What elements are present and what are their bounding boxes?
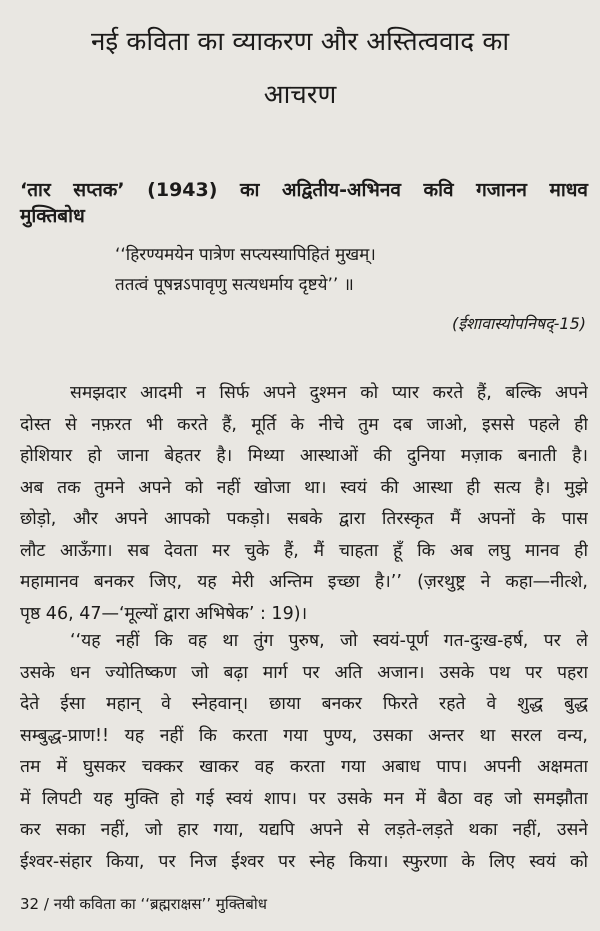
paragraph-line: कर सका नहीं, जो हार गया, यद्यपि अपने से लड़ते-लड़ते थका नहीं, उसने — [20, 820, 588, 840]
paragraph-line: अब तक तुमने अपने को नहीं खोजा था। स्वयं की आस्था ही सत्य है। मुझे — [20, 477, 588, 498]
paragraph-line: उसके धन ज्योतिष्कण जो बढ़ा मार्ग पर अति अजान। उसके पथ पर पहरा — [20, 662, 588, 683]
running-title: नयी कविता का ‘‘ब्रह्मराक्षस’’ मुक्तिबोध — [53, 895, 267, 913]
paragraph-line: पृष्ठ 46, 47—‘मूल्यों द्वारा अभिषेक’ : 19)। — [20, 603, 308, 624]
section-subtitle — [20, 177, 588, 229]
sanskrit-verse — [115, 240, 376, 300]
paragraph-line: महामानव बनकर जिए, यह मेरी अन्तिम इच्छा है।’’ (ज़रथुष्ट्र ने कहा—नीत्शे, — [20, 572, 588, 592]
paragraph-2 — [20, 626, 588, 878]
verse-line-2: ततत्वं पूषन्नऽपावृणु सत्यधर्माय दृष्टये’’ ॥ — [115, 275, 354, 295]
paragraph-line: दोस्त से नफ़रत भी करते हैं, मूर्ति के नीचे तुम दब जाओ, इससे पहले ही — [20, 414, 588, 435]
subtitle-line-1: ‘तार सप्तक’ (1943) का अद्वितीय-अभिनव कवि गजानन माधव — [20, 179, 588, 201]
paragraph-line: सम्बुद्ध-प्राण!! यह नहीं कि करता गया पुण्य, उसका अन्तर था सरल वन्य, — [20, 725, 588, 746]
paragraph-line: लौट आऊँगा। सब देवता मर चुके हैं, मैं चाहता हूँ कि अब लघु मानव ही — [20, 540, 588, 561]
paragraph-line: होशियार हो जाना बेहतर है। मिथ्या आस्थाओं की दुनिया मज़ाक बनाती है। — [20, 446, 588, 466]
subtitle-line-2: मुक्तिबोध — [20, 205, 85, 227]
verse-citation: (ईशावास्योपनिषद्-15) — [451, 314, 586, 333]
paragraph-line: में लिपटी यह मुक्ति हो गई स्वयं शाप। पर उसके मन में बैठा वह जो समझौता — [20, 788, 588, 809]
paragraph-1 — [20, 378, 588, 630]
chapter-title-line-2: आचरण — [263, 80, 337, 110]
paragraph-line: ईश्वर-संहार किया, पर निज ईश्वर पर स्नेह किया। स्फुरणा के लिए स्वयं को — [20, 851, 588, 872]
page-footer — [20, 894, 267, 914]
paragraph-line: छोड़ो, और अपने आपको पकड़ो। सबके द्वारा तिरस्कृत मैं अपनों के पास — [20, 509, 588, 529]
paragraph-line: तम में घुसकर चक्कर खाकर वह करता गया अबाध पाप। अपनी अक्षमता — [20, 757, 588, 777]
verse-line-1: ‘‘हिरण्यमयेन पात्रेण सप्त्यस्यापिहितं मुखम्। — [115, 245, 376, 265]
page-number: 32 — [20, 895, 40, 913]
paragraph-line: समझदार आदमी न सिर्फ अपने दुश्मन को प्यार करते हैं, बल्कि अपने — [70, 383, 588, 403]
footer-separator: / — [43, 895, 49, 913]
paragraph-line: देते ईसा महान् वे स्नेहवान्। छाया बनकर फिरते रहते वे शुद्ध बुद्ध — [20, 694, 588, 714]
chapter-title-line-1: नई कविता का व्याकरण और अस्तित्ववाद का — [90, 27, 510, 57]
paragraph-line: ‘‘यह नहीं कि वह था तुंग पुरुष, जो स्वयं-पूर्ण गत-दुःख-हर्ष, पर ले — [70, 631, 588, 651]
